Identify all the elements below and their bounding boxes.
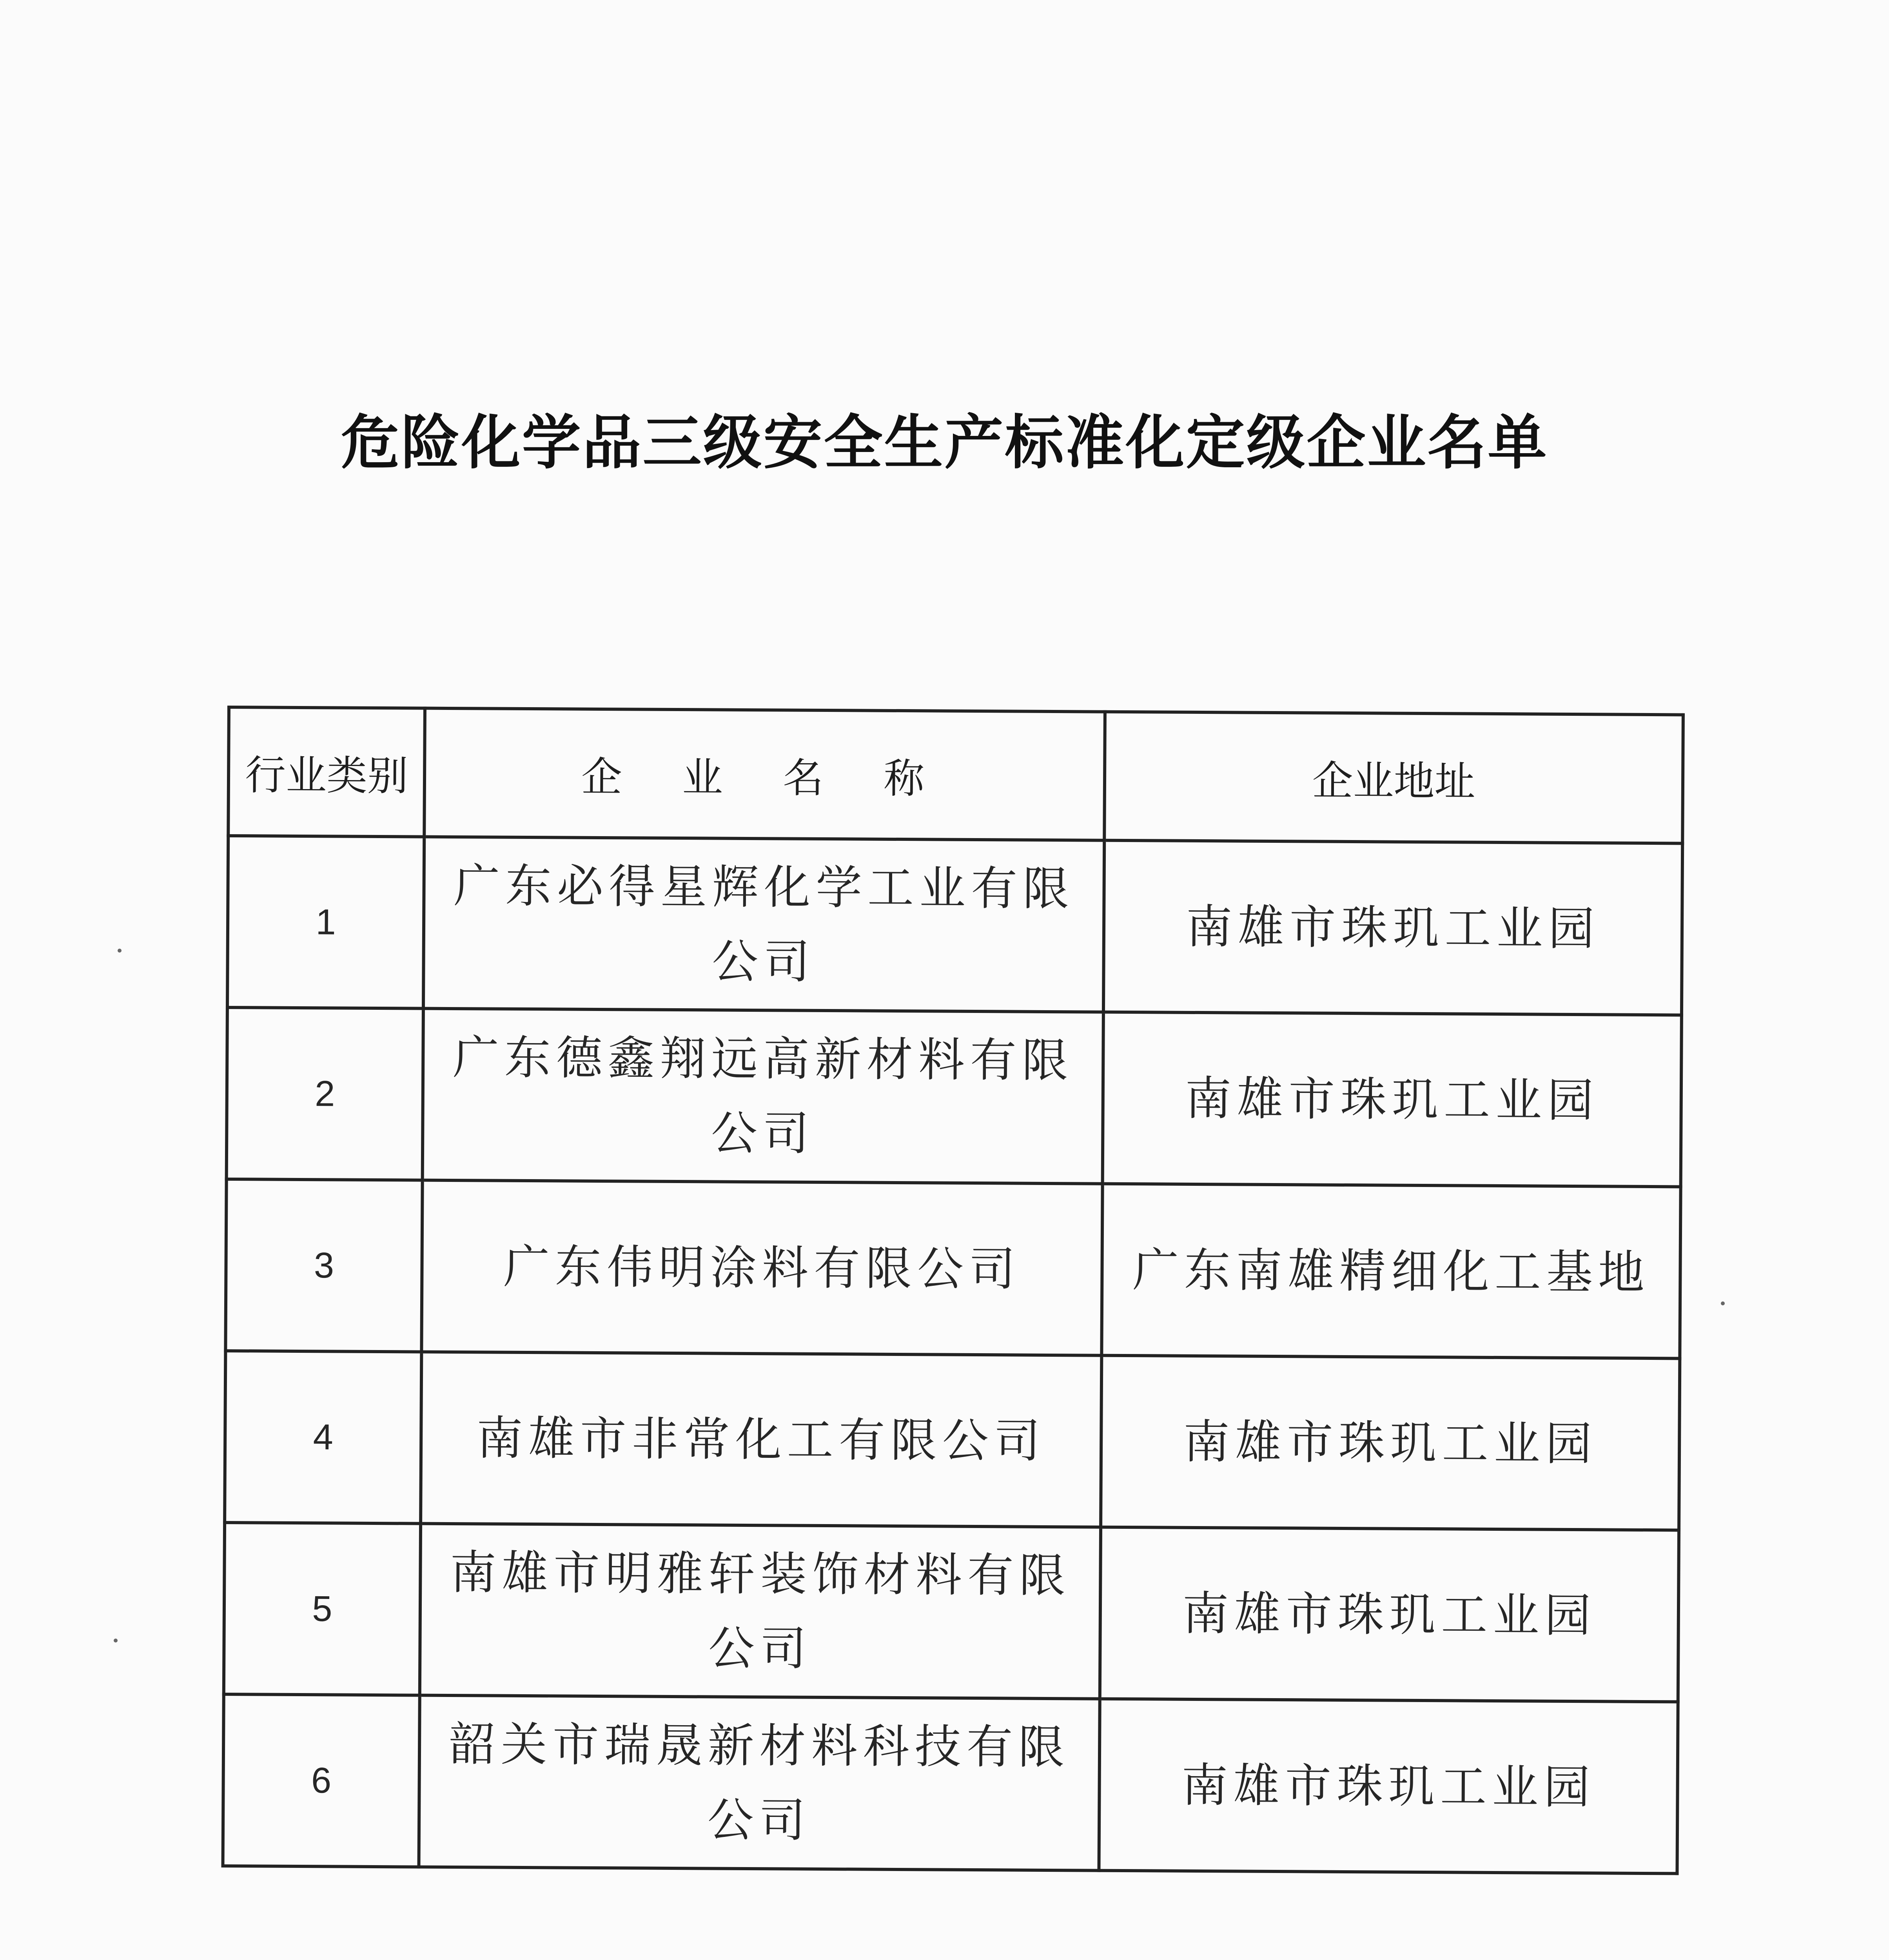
enterprise-address: 南雄市珠玑工业园 <box>1103 840 1682 1015</box>
header-industry-category: 行业类别 <box>228 707 425 837</box>
row-number: 6 <box>223 1694 420 1867</box>
row-number: 5 <box>224 1523 421 1695</box>
row-number: 2 <box>227 1007 423 1180</box>
row-number: 3 <box>225 1179 422 1352</box>
enterprise-address: 广东南雄精细化工基地 <box>1101 1184 1680 1359</box>
table-row <box>224 1523 1679 1702</box>
enterprise-address: 南雄市珠玑工业园 <box>1101 1356 1680 1530</box>
header-enterprise-address: 企业地址 <box>1104 712 1683 844</box>
enterprise-name: 广东伟明涂料有限公司 <box>421 1180 1102 1356</box>
scan-speck <box>1721 1301 1725 1305</box>
table-row <box>227 1007 1682 1187</box>
table-row <box>225 1179 1680 1358</box>
row-number: 4 <box>225 1351 421 1524</box>
enterprise-name: 广东德鑫翔远高新材料有限公司 <box>423 1009 1103 1184</box>
row-number: 1 <box>227 836 424 1009</box>
scan-speck <box>118 949 122 953</box>
enterprise-name: 南雄市明雅轩装饰材料有限公司 <box>420 1524 1101 1699</box>
enterprise-name: 广东必得星辉化学工业有限公司 <box>423 837 1104 1012</box>
enterprise-name: 南雄市非常化工有限公司 <box>421 1352 1101 1527</box>
enterprise-table <box>221 706 1684 1875</box>
table-row <box>225 1351 1680 1530</box>
table-header-row <box>228 707 1683 843</box>
enterprise-address: 南雄市珠玑工业园 <box>1099 1699 1678 1874</box>
enterprise-table-wrapper <box>221 706 1681 1875</box>
table-row <box>227 836 1682 1015</box>
enterprise-address: 南雄市珠玑工业园 <box>1100 1527 1679 1702</box>
enterprise-address: 南雄市珠玑工业园 <box>1103 1012 1682 1187</box>
enterprise-name: 韶关市瑞晟新材料科技有限公司 <box>419 1695 1100 1871</box>
document-title: 危险化学品三级安全生产标准化定级企业名单 <box>341 409 1548 477</box>
table-row <box>223 1694 1678 1873</box>
header-enterprise-name: 企 业 名 称 <box>424 708 1105 840</box>
scan-speck <box>114 1639 118 1642</box>
